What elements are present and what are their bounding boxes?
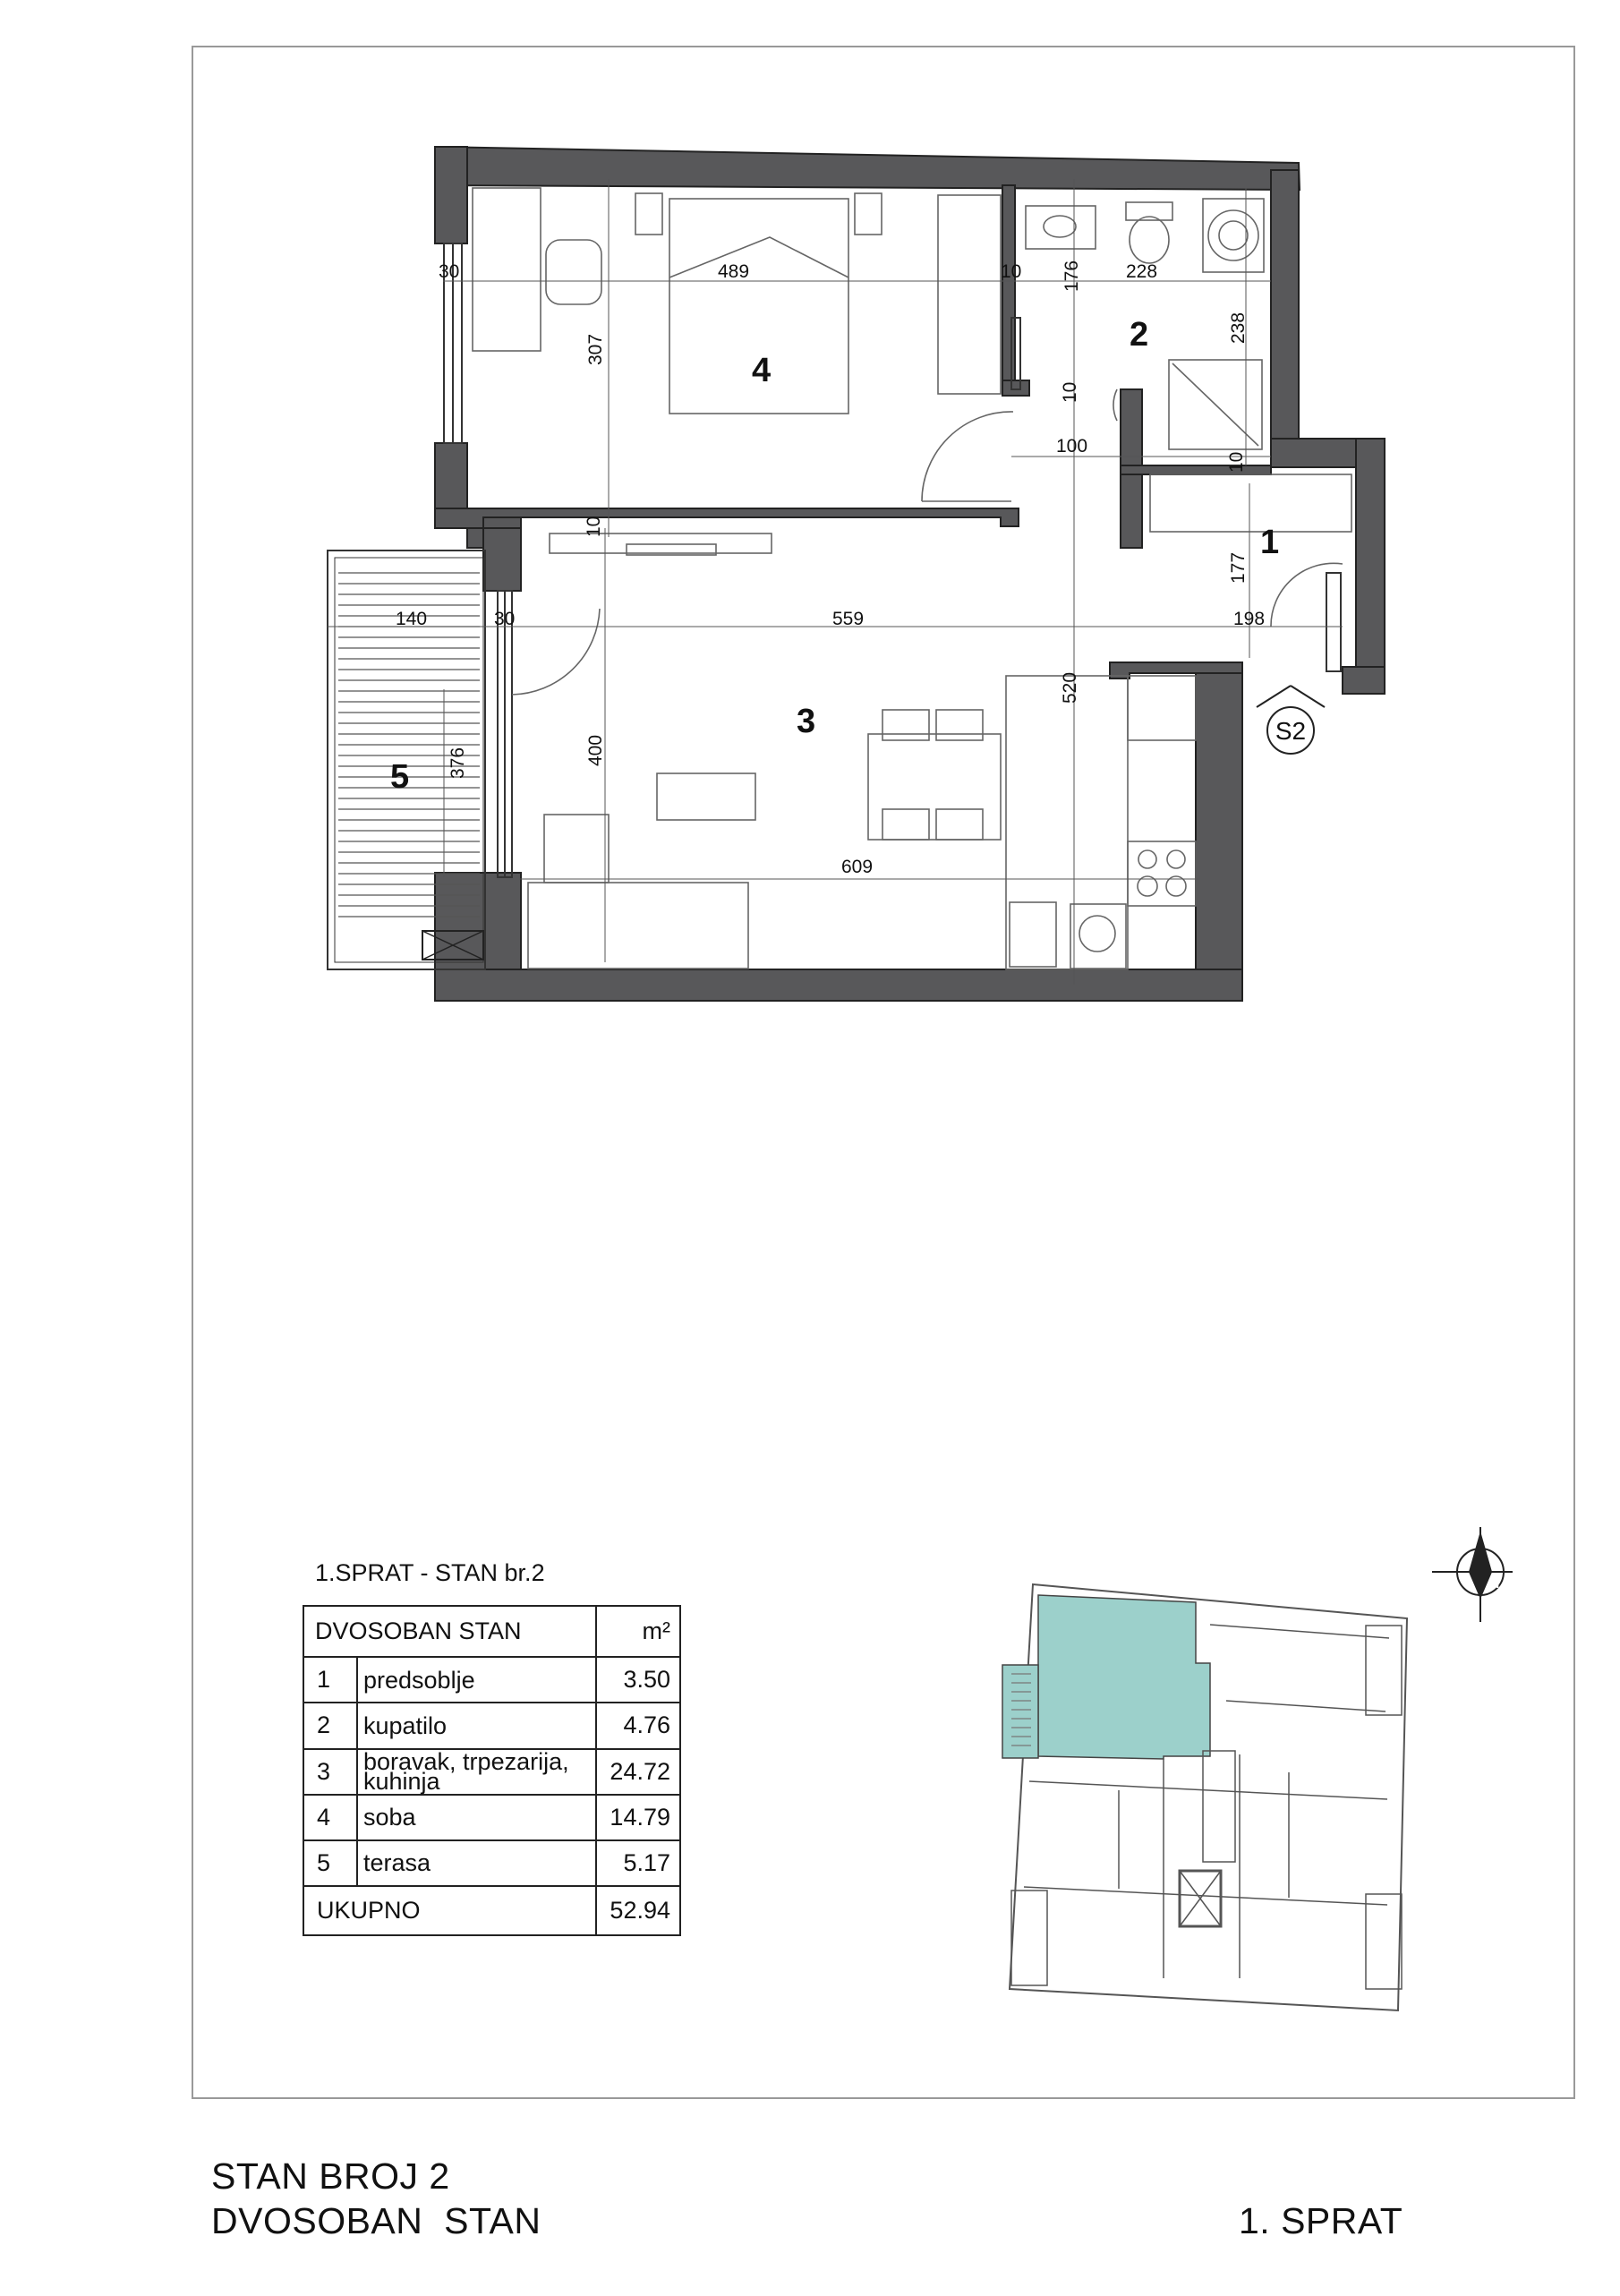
footer-floor: 1. SPRAT [1239, 2200, 1403, 2241]
total-area: 52.94 [596, 1886, 680, 1935]
room-name-line1: boravak, trpezarija, [363, 1748, 569, 1776]
wall-left-lower [435, 873, 521, 969]
wall-bath-right [1271, 170, 1299, 461]
door-terrace-swing [512, 609, 600, 695]
table-unit: m² [596, 1606, 680, 1657]
table-row [303, 1749, 680, 1795]
table-total-row [303, 1886, 680, 1935]
desk [473, 188, 541, 351]
table-row [303, 1840, 680, 1886]
room-number: 5 [390, 758, 410, 796]
room-name: terasa [357, 1840, 596, 1886]
dim-label: 140 [396, 609, 428, 629]
cooktop [1128, 841, 1196, 906]
room-no: 2 [303, 1703, 357, 1748]
fridge [1128, 676, 1196, 740]
section-marker-label: S2 [1275, 717, 1307, 745]
dim-label: 307 [585, 333, 606, 365]
room-numbers [390, 316, 1279, 796]
wall-bath-bottom [1121, 465, 1271, 474]
wall-room4-room3 [435, 508, 1019, 528]
wall-partition-foot [1002, 380, 1029, 396]
dim-label: 400 [585, 734, 606, 766]
room-name-line2: kuhinja [363, 1768, 440, 1796]
wall-bottom [435, 969, 1242, 1001]
kitchen-sink [1070, 904, 1126, 969]
sink [1026, 206, 1096, 249]
dim-label: 30 [494, 609, 516, 629]
room-name: soba [357, 1795, 596, 1840]
room-area: 14.79 [596, 1795, 680, 1840]
hall-wardrobe [1150, 474, 1351, 532]
area-table [303, 1605, 681, 1936]
footer-subtitle: DVOSOBAN STAN [211, 2200, 541, 2241]
room-name: predsoblje [357, 1657, 596, 1703]
wall-left-upper [435, 147, 467, 243]
toilet-bowl [1130, 217, 1169, 263]
room-no: 1 [303, 1657, 357, 1703]
table-row [303, 1795, 680, 1840]
sofa [528, 883, 748, 969]
dim-label: 228 [1126, 261, 1158, 282]
wall-kitchen-right [1196, 673, 1242, 1001]
dim-label: 176 [1062, 260, 1082, 292]
nightstand-left [635, 193, 662, 235]
chair [546, 240, 601, 304]
dim-label: 10 [1060, 381, 1080, 403]
room-name: kupatilo [357, 1703, 596, 1748]
highlighted-apartment [1038, 1595, 1210, 1759]
table-header-row [303, 1606, 680, 1657]
dim-label: 100 [1056, 436, 1088, 457]
wall-hall-right-upper [1356, 439, 1385, 694]
dim-label: 238 [1228, 312, 1249, 344]
room-number: 1 [1260, 524, 1280, 561]
room-number: 4 [752, 352, 772, 389]
table-row [303, 1703, 680, 1748]
north-arrow-icon [1432, 1527, 1513, 1622]
building-key-plan [1002, 1584, 1407, 2010]
dim-label: 177 [1228, 551, 1249, 584]
wall-left-room3 [483, 528, 521, 591]
highlighted-terrace [1002, 1665, 1038, 1758]
room-area: 3.50 [596, 1657, 680, 1703]
wall-hall-corner [1343, 667, 1385, 694]
dim-label: 609 [841, 857, 874, 877]
wall-partition-bath [1002, 185, 1015, 394]
dim-label: 376 [448, 747, 468, 779]
dim-label: 30 [439, 261, 460, 282]
room-no: 3 [303, 1749, 357, 1795]
toilet-tank [1126, 202, 1172, 220]
dishwasher [1010, 902, 1056, 967]
total-label: UKUPNO [303, 1886, 596, 1935]
dim-label: 198 [1233, 609, 1266, 629]
dim-label: 10 [584, 516, 604, 537]
dim-label: 489 [718, 261, 750, 282]
table-title: DVOSOBAN STAN [303, 1606, 596, 1657]
armchair [544, 815, 609, 883]
table-row [303, 1657, 680, 1703]
footer-title: STAN BROJ 2 [211, 2155, 450, 2197]
section-marker [1257, 686, 1325, 754]
room-area: 5.17 [596, 1840, 680, 1886]
dim-label: 10 [1226, 451, 1247, 473]
room-no: 5 [303, 1840, 357, 1886]
coffee-table [657, 773, 755, 820]
kitchen-counter [1006, 676, 1128, 969]
nightstand-right [855, 193, 882, 235]
dining-table [868, 734, 1001, 840]
room-no: 4 [303, 1795, 357, 1840]
dim-label: 520 [1060, 671, 1080, 704]
room-area: 24.72 [596, 1749, 680, 1795]
room-number: 3 [797, 703, 816, 740]
compass-label: N [1489, 1576, 1500, 1592]
room-number: 2 [1130, 316, 1149, 354]
dimension-lines [328, 179, 1343, 985]
door-room4-swing [922, 412, 1013, 501]
room-name [357, 1749, 596, 1795]
wall-top [435, 147, 1300, 190]
dim-label: 10 [1001, 261, 1022, 282]
area-table-caption: 1.SPRAT - STAN br.2 [315, 1559, 545, 1586]
door-bath-swing [1113, 389, 1117, 421]
bed-cover [669, 237, 848, 277]
room-area: 4.76 [596, 1703, 680, 1748]
dim-label: 559 [832, 609, 865, 629]
wardrobe [938, 195, 1001, 394]
